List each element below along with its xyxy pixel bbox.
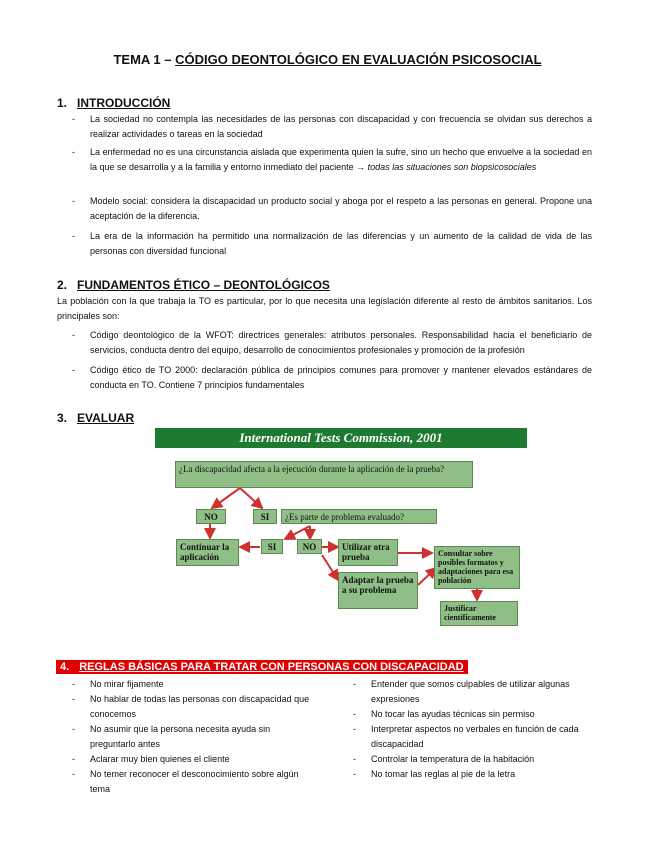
list-item-text: No tomar las reglas al pie de la letra <box>371 769 516 779</box>
bullet-text: Modelo social: considera la discapacidad un producto social y aboga por el respeto a las personas en general. Propone una aceptación de la diferencia. <box>90 196 592 221</box>
bullet-mark: - <box>72 114 75 124</box>
bullet-mark: - <box>353 754 356 764</box>
list-item-text: Controlar la temperatura de la habitación <box>371 754 535 764</box>
section-title: EVALUAR <box>77 411 135 425</box>
arrow-q1-no <box>212 488 240 508</box>
arrow-q2-si <box>285 526 310 539</box>
list-item <box>72 752 310 767</box>
bullet-mark: - <box>72 231 75 241</box>
title-main: CÓDIGO DEONTOLÓGICO EN EVALUACIÓN PSICOSOCIAL <box>175 52 542 67</box>
box-no-2: NO <box>297 539 322 554</box>
arrow-q1-si <box>240 488 262 508</box>
list-item-text: No hablar de todas las personas con discapacidad que conocemos <box>90 694 310 719</box>
box-adaptar: Adaptar la prueba a su problema <box>338 572 418 609</box>
list-item-text: No mirar fijamente <box>90 679 164 689</box>
list-item <box>72 677 310 692</box>
section-title: INTRODUCCIÓN <box>77 96 171 110</box>
list-item-text: Entender que somos culpables de utilizar algunas expresiones <box>371 679 570 704</box>
list-item-text: Aclarar muy bien quienes el cliente <box>90 754 230 764</box>
box-si-2: SI <box>261 539 283 554</box>
section-title: FUNDAMENTOS ÉTICO – DEONTOLÓGICOS <box>77 278 330 292</box>
bullet-text: La sociedad no contempla las necesidades de las personas con discapacidad y con frecuencia se olvidan sus derechos a realizar actividades o tareas en la sociedad <box>90 114 592 139</box>
bullet-text: Código deontológico de la WFOT: directrices generales: atributos personales. Responsabilidad hacia el beneficiario de servicios, conducta dentro del equipo, desarrollo de conocimientos profesionales y promoción de la profesión <box>90 330 592 355</box>
box-question-parte: ¿Es parte de problema evaluado? <box>281 509 437 524</box>
fundamentos-paragraph: La población con la que trabaja la TO es particular, por lo que necesita una legislación diferente al resto de ámbitos sanitarios. Los principales son: <box>57 296 592 321</box>
box-question-discapacidad: ¿La discapacidad afecta a la ejecución durante la aplicación de la prueba? <box>175 461 473 488</box>
section-number: 3. <box>57 411 68 425</box>
bullet-mark: - <box>353 769 356 779</box>
section-number: 1. <box>57 96 68 110</box>
list-item-text: No asumir que la persona necesita ayuda sin preguntarlo antes <box>90 724 271 749</box>
rules-left-list <box>72 677 310 797</box>
list-item-text: Interpretar aspectos no verbales en función de cada discapacidad <box>371 724 579 749</box>
bullet-text: Código ético de TO 2000: declaración pública de principios comunes para promover y mantener elevados estándares de conducta en TO. Contiene 7 principios fundamentales <box>90 365 592 390</box>
list-item <box>72 692 310 722</box>
box-justificar: Justificar científicamente <box>440 601 518 626</box>
list-item <box>353 752 593 767</box>
list-item-text: No tocar las ayudas técnicas sin permiso <box>371 709 535 719</box>
box-continuar: Continuar la aplicación <box>176 539 239 566</box>
bullet-mark: - <box>72 694 75 704</box>
box-consultar: Consultar sobre posibles formatos y adaptaciones para esa población <box>434 546 520 589</box>
list-item <box>353 677 593 707</box>
section-number: 2. <box>57 278 68 292</box>
bullet-mark: - <box>353 679 356 689</box>
bullet-mark: - <box>72 330 75 340</box>
bullet-mark: - <box>72 724 75 734</box>
bullet-mark: - <box>353 724 356 734</box>
rules-right-list <box>353 677 593 782</box>
section-title: REGLAS BÁSICAS PARA TRATAR CON PERSONAS CON DISCAPACIDAD <box>79 661 464 673</box>
bullet-mark: - <box>72 196 75 206</box>
bullet-mark: - <box>72 365 75 375</box>
box-utilizar: Utilizar otra prueba <box>338 539 398 566</box>
list-item <box>72 767 310 797</box>
list-item <box>353 707 593 722</box>
diagram-header: International Tests Commission, 2001 <box>155 428 527 448</box>
list-item <box>72 722 310 752</box>
bullet-mark: - <box>72 679 75 689</box>
bullet-text-main: La enfermedad no es una circunstancia aislada que experimenta quien la sufre, sino un hecho que envuelve a la sociedad en la que se desarrolla y a la familia y entorno inmediato del paciente <box>90 147 592 172</box>
bullet-text-italic: → todas las situaciones son biopsicosociales <box>356 162 537 172</box>
bullet-text: La era de la información ha permitido una normalización de las diferencias y un aumento de la calidad de vida de las personas con diversidad funcional <box>90 231 592 256</box>
list-item <box>353 722 593 752</box>
bullet-mark: - <box>72 769 75 779</box>
section-reglas-heading <box>56 660 468 674</box>
list-item <box>353 767 593 782</box>
bullet-mark: - <box>72 147 75 157</box>
box-no-1: NO <box>196 509 226 524</box>
section-number: 4. <box>60 661 70 673</box>
list-item-text: No temer reconocer el desconocimiento sobre algún tema <box>90 769 299 794</box>
bullet-mark: - <box>72 754 75 764</box>
box-si-1: SI <box>253 509 277 524</box>
title-prefix: TEMA 1 – <box>113 52 176 67</box>
arrow-no-adaptar <box>322 555 338 580</box>
bullet-mark: - <box>353 709 356 719</box>
